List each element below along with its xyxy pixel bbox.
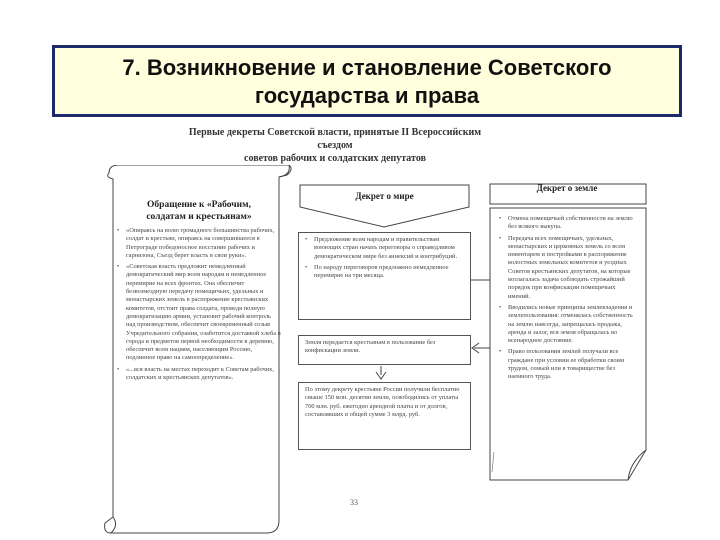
list-item: • «...вся власть на местах переходит к Советам рабочих, солдатских и крестьянских депутатов».	[117, 366, 282, 383]
list-item: • Вводились новые принципы землевладения и землепользования: отменялась собственность на землю навсегда, запрещалась продажа, аренда и залог, вся земля обращалась во всенародное достояние.	[499, 304, 637, 345]
slide-title-line1: 7. Возникновение и становление Советского	[122, 55, 612, 80]
decree-land-heading: Декрет о земле	[536, 183, 598, 193]
list-item: • По народу переговоров предложено немедленное перемирие на три месяца.	[305, 264, 464, 281]
land-result-text: По этому декрету крестьяне России получили бесплатно свыше 150 млн. десятин земли, освободились от уплаты 700 млн. руб. ежегодно арендной платы и от долгов, составлявших в общей сумме 3 млрд. руб.	[305, 386, 460, 418]
left-scroll-panel	[99, 165, 294, 535]
land-result-box	[298, 382, 471, 450]
decree-land-list	[499, 215, 637, 385]
list-item: • Отмена помещичьей собственности на землю без всякого выкупа.	[499, 215, 637, 232]
list-item: • «Опираясь на волю громадного большинства рабочих, солдат и крестьян, опираясь на совершившееся в Петрограде победоносное восстание рабочих и гарнизона, Съезд берет власть в свои руки».	[117, 227, 282, 260]
left-scroll-list	[117, 227, 282, 385]
decree-peace-box	[298, 232, 471, 320]
decree-peace-heading: Декрет о мире	[355, 191, 414, 201]
left-heading-line1: Обращение к «Рабочим,	[147, 200, 251, 210]
slide-title-line2: государства и права	[254, 83, 480, 108]
left-scroll-heading	[119, 199, 279, 223]
slide-title	[52, 45, 682, 117]
down-arrow-icon	[375, 366, 387, 380]
document-title-line1: Первые декреты Советской власти, принятые II Всероссийским съездом	[188, 127, 482, 151]
decree-peace-header	[298, 183, 471, 229]
land-transfer-text: Земля передается крестьянам в пользование без конфискации земли.	[305, 339, 436, 355]
document-page	[85, 120, 685, 540]
list-item: • Передача всех помещичьих, удельных, монастырских и церковных земель со всем инвентарем и постройками в распоряжение волостных земельных комитетов и уездных Советов крестьянских депутатов, на которые возлагалась задача соблюдать строжайший порядок при конфискации помещичьих имений.	[499, 235, 637, 301]
page-number: 33	[350, 498, 358, 507]
document-title	[175, 126, 495, 165]
list-item: • «Советская власть предложит немедленный демократический мир всем народам и немедленное перемирие на всех фронтах. Она обеспечит безвозмездную передачу помещичьих, удельных и монастырских земель в распоряжение крестьянских комитетов, отстоит права солдата, проведя полную демократизацию армии, установит рабочий контроль над производством, обеспечит своевременный созыв Учредительного собрания, озаботится доставкой хлеба в города и предметов первой необходимости в деревню, обеспечит всем нациям, населяющим Россию, подлинное право на самоопределение».	[117, 263, 282, 363]
list-item: • Право пользования землей получали все граждане при условии ее обработки своим трудом, семьей или в товариществе без наемного труда.	[499, 348, 637, 381]
left-heading-line2: солдатам и крестьянам»	[146, 212, 252, 222]
document-title-line2: советов рабочих и солдатских депутатов	[244, 153, 426, 164]
land-transfer-box	[298, 335, 471, 365]
arrow-header-shape	[298, 183, 471, 229]
list-item: • Предложение всем народам и правительствам воюющих стран начать переговоры о справедливом демократическом мире без аннексий и контрибуций.	[305, 236, 464, 261]
decree-peace-list	[299, 233, 470, 286]
